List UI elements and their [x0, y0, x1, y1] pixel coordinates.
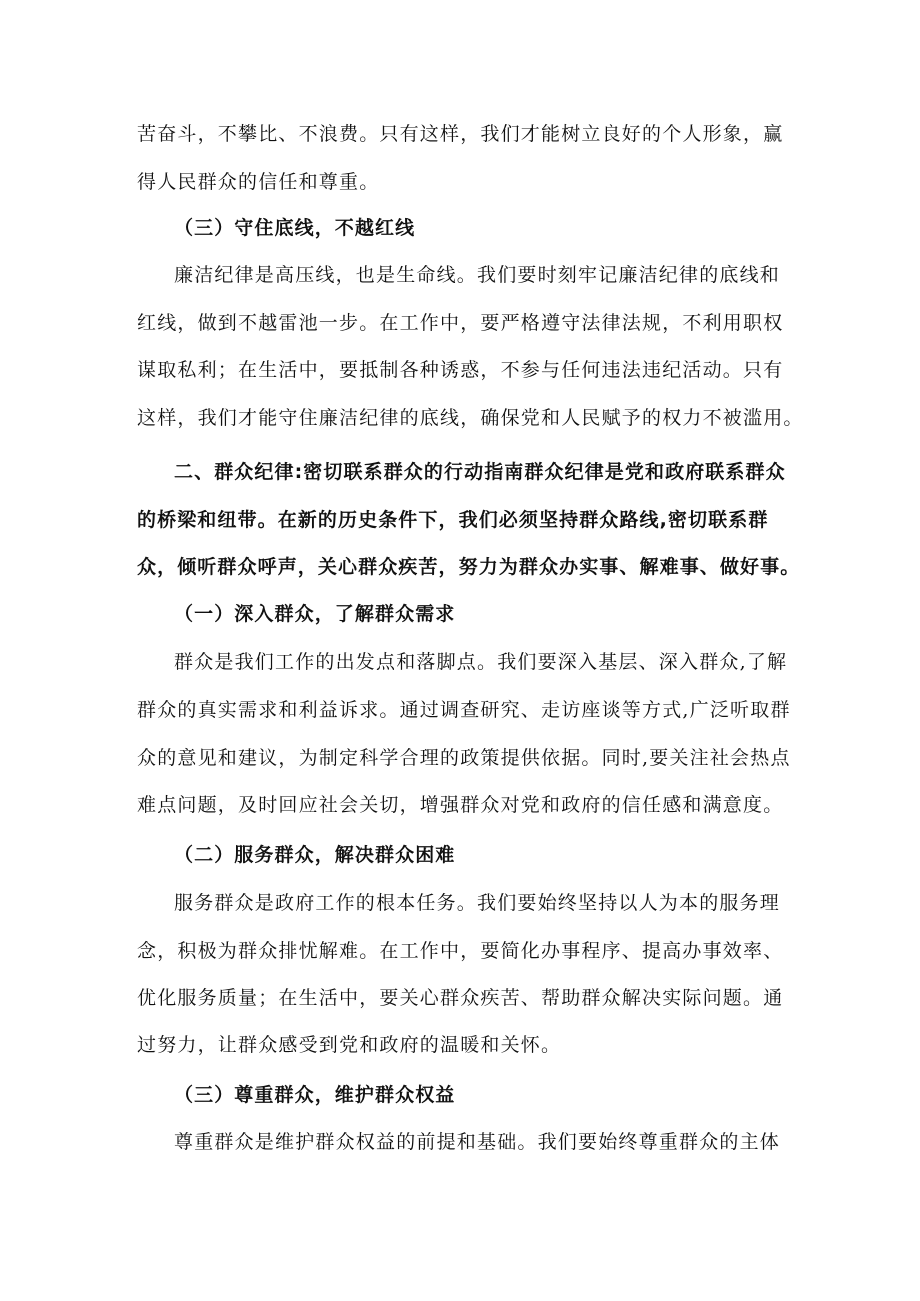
- paragraph-line: 优化服务质量；在生活中，要关心群众疾苦、帮助群众解决实际问题。通: [137, 987, 784, 1009]
- part-heading-line: 二、群众纪律:密切联系群众的行动指南群众纪律是党和政府联系群众: [174, 461, 786, 483]
- paragraph-line: 廉洁纪律是高压线，也是生命线。我们要时刻牢记廉洁纪律的底线和: [174, 264, 781, 286]
- part-heading-line: 众，倾听群众呼声，关心群众疾苦，努力为群众办实事、解难事、做好事。: [137, 556, 801, 578]
- paragraph-line: 这样，我们才能守住廉洁纪律的底线，确保党和人民赋予的权力不被滥用。: [137, 407, 804, 429]
- section-heading: （三）尊重群众，维护群众权益: [174, 1084, 456, 1106]
- paragraph-line: 尊重群众是维护群众权益的前提和基础。我们要始终尊重群众的主体: [174, 1131, 781, 1153]
- section-heading: （一）深入群众，了解群众需求: [174, 603, 456, 625]
- paragraph-line: 红线，做到不越雷池一步。在工作中，要严格遵守法律法规，不利用职权: [137, 312, 784, 334]
- paragraph-line: 难点问题，及时回应社会关切，增强群众对党和政府的信任感和满意度。: [137, 794, 784, 816]
- paragraph-line: 群众的真实需求和利益诉求。通过调查研究、走访座谈等方式,广泛听取群: [137, 699, 791, 721]
- paragraph-line: 谋取私利；在生活中，要抵制各种诱惑，不参与任何违法违纪活动。只有: [137, 359, 784, 381]
- section-heading: （三）守住底线，不越红线: [174, 217, 416, 239]
- paragraph-line: 得人民群众的信任和尊重。: [137, 171, 380, 193]
- paragraph-line: 苦奋斗，不攀比、不浪费。只有这样，我们才能树立良好的个人形象，赢: [137, 123, 784, 145]
- paragraph-line: 过努力，让群众感受到党和政府的温暖和关怀。: [137, 1034, 562, 1056]
- section-heading: （二）服务群众，解决群众困难: [174, 844, 456, 866]
- paragraph-line: 群众是我们工作的出发点和落脚点。我们要深入基层、深入群众,了解: [174, 651, 788, 673]
- paragraph-line: 众的意见和建议，为制定科学合理的政策提供依据。同时,要关注社会热点: [137, 747, 791, 769]
- part-heading-line: 的桥梁和纽带。在新的历史条件下，我们必须坚持群众路线,密切联系群: [137, 509, 769, 531]
- paragraph-line: 念，积极为群众排忧解难。在工作中，要简化办事程序、提高办事效率、: [137, 940, 784, 962]
- paragraph-line: 服务群众是政府工作的根本任务。我们要始终坚持以人为本的服务理: [174, 892, 781, 914]
